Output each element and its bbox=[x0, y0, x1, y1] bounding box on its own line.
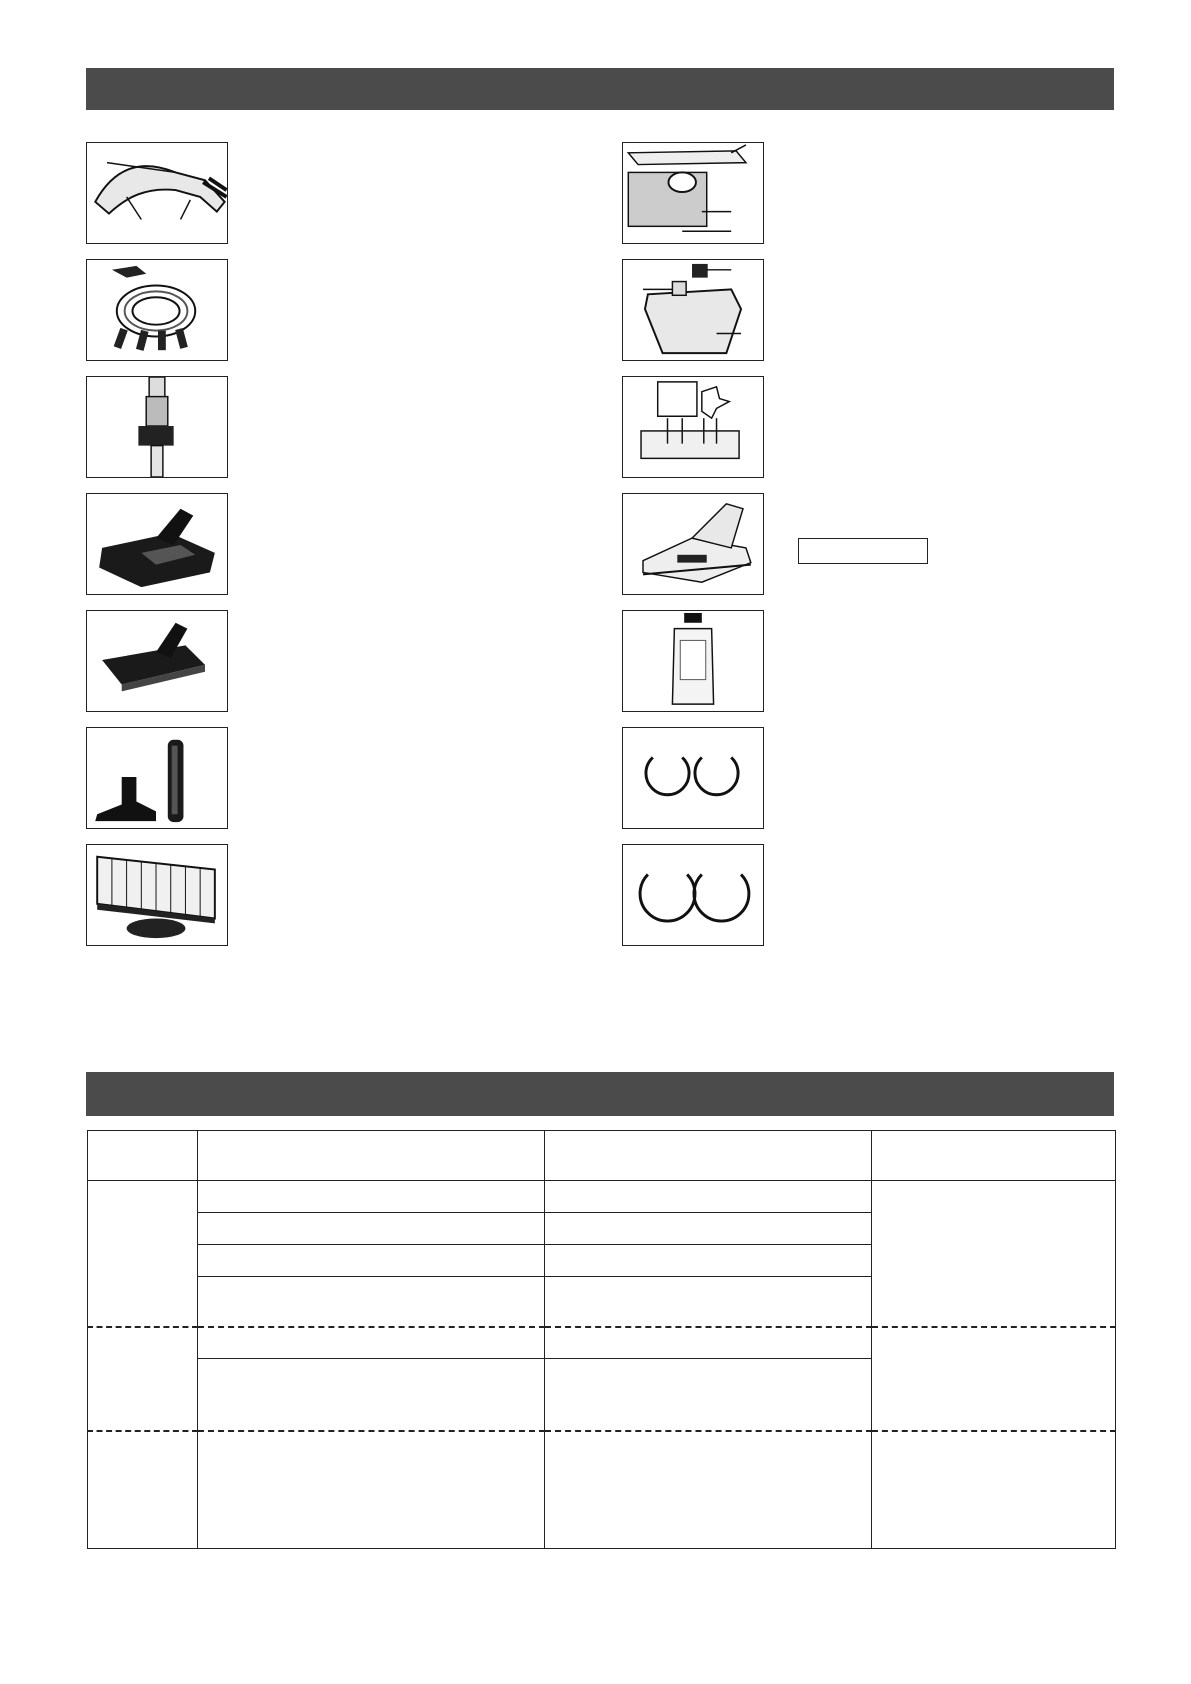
table-cell bbox=[545, 1181, 872, 1213]
table-header-row bbox=[88, 1131, 1116, 1181]
table-row bbox=[88, 1327, 1116, 1359]
table-cell bbox=[872, 1327, 1116, 1431]
table-cell bbox=[198, 1431, 545, 1549]
table-cell bbox=[545, 1327, 872, 1359]
hose-with-connectors-icon bbox=[86, 259, 228, 361]
small-tools-icon bbox=[86, 727, 228, 829]
table-header-cell bbox=[545, 1131, 872, 1181]
table-header-cell bbox=[88, 1131, 198, 1181]
table-cell bbox=[545, 1359, 872, 1431]
table-cell bbox=[88, 1431, 198, 1549]
table-cell bbox=[198, 1245, 545, 1277]
table-cell bbox=[198, 1181, 545, 1213]
table-cell bbox=[545, 1277, 872, 1327]
table-cell bbox=[198, 1213, 545, 1245]
clips-small-icon bbox=[622, 727, 764, 829]
table-cell bbox=[872, 1181, 1116, 1327]
extension-tube-clip-icon bbox=[86, 376, 228, 478]
accessories-header-bar bbox=[86, 68, 1114, 110]
table-cell bbox=[88, 1181, 198, 1327]
table-cell bbox=[198, 1277, 545, 1327]
table-cell bbox=[545, 1245, 872, 1277]
filter-cartridge-icon bbox=[86, 844, 228, 946]
accessories-title bbox=[86, 79, 100, 99]
table-title bbox=[86, 1083, 100, 1103]
window-squeegee-icon bbox=[622, 493, 764, 595]
table-row bbox=[88, 1431, 1116, 1549]
brush-nozzle-icon bbox=[86, 610, 228, 712]
table-header-cell bbox=[872, 1131, 1116, 1181]
spec-table bbox=[87, 1130, 1116, 1549]
table-cell bbox=[872, 1431, 1116, 1549]
detergent-bottle-icon bbox=[622, 610, 764, 712]
table-header-bar bbox=[86, 1072, 1114, 1116]
table-cell bbox=[545, 1213, 872, 1245]
water-tank-icon bbox=[622, 259, 764, 361]
table-cell bbox=[198, 1359, 545, 1431]
steam-handle-icon bbox=[86, 142, 228, 244]
table-cell bbox=[198, 1327, 545, 1359]
floor-nozzle-icon bbox=[86, 493, 228, 595]
clips-large-icon bbox=[622, 844, 764, 946]
table-row bbox=[88, 1181, 1116, 1213]
table-cell bbox=[545, 1431, 872, 1549]
filter-insert-icon bbox=[622, 376, 764, 478]
squeegee-blade-strip bbox=[798, 538, 928, 564]
table-cell bbox=[88, 1327, 198, 1431]
table-header-cell bbox=[198, 1131, 545, 1181]
filter-housing-icon bbox=[622, 142, 764, 244]
